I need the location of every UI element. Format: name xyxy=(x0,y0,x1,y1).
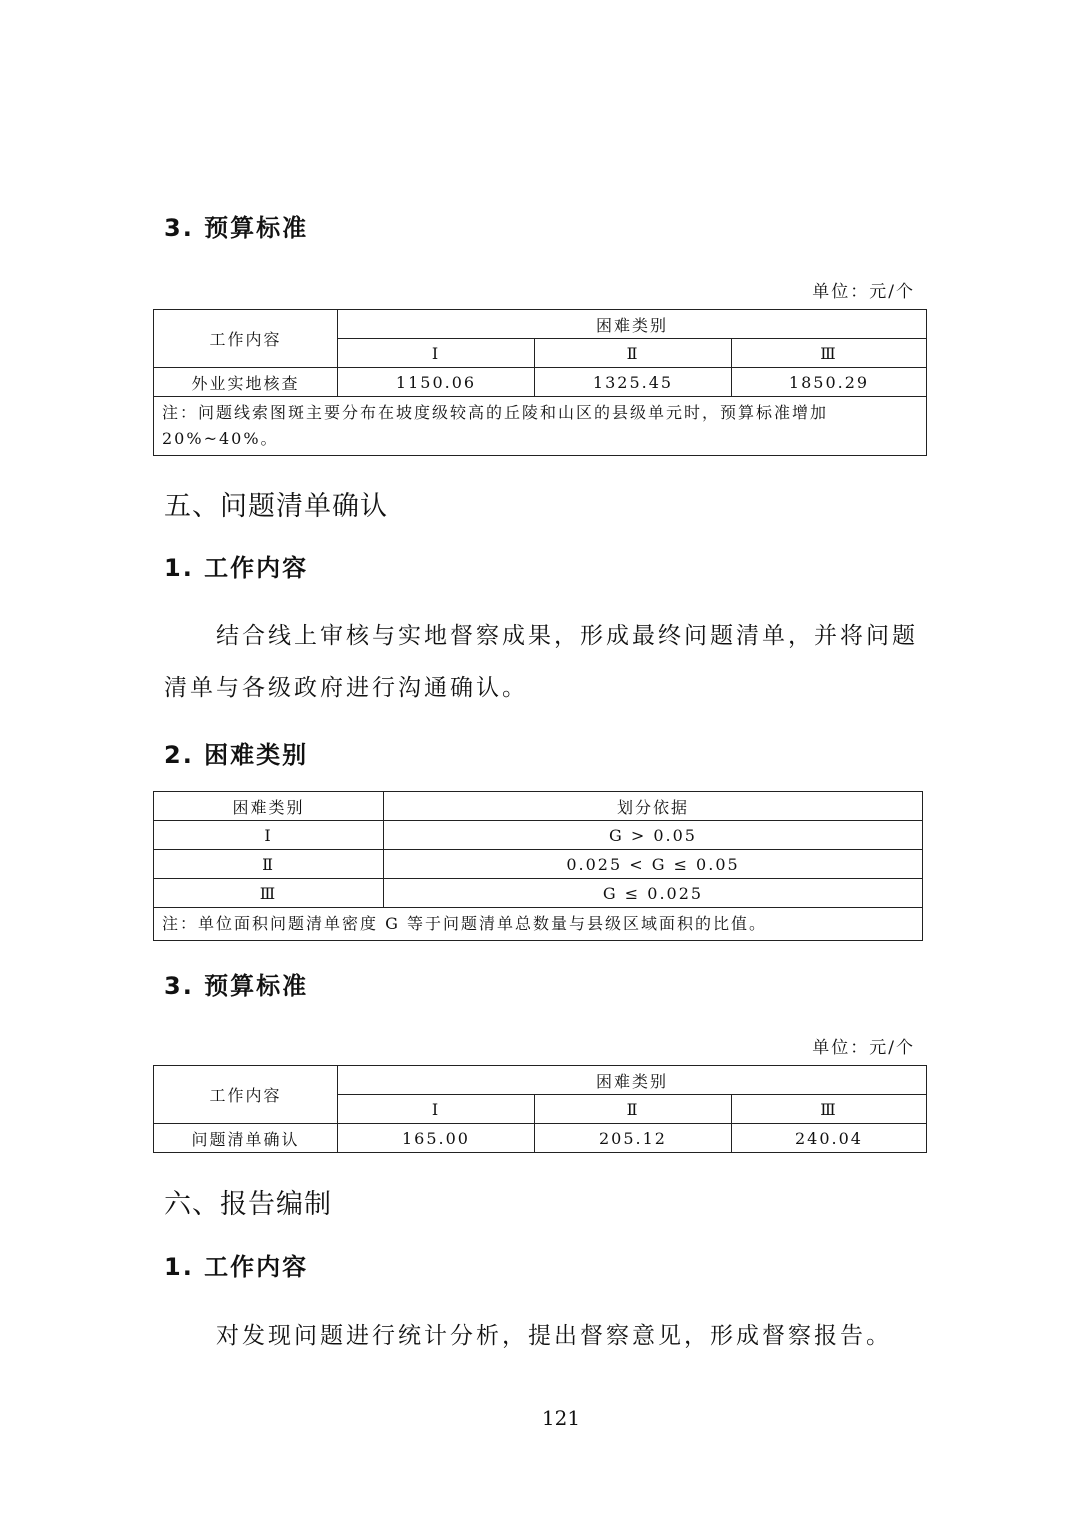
difficulty-note: 注：单位面积问题清单密度 G 等于问题清单总数量与县级区域面积的比值。 xyxy=(154,908,923,941)
page-number: 121 xyxy=(541,1406,581,1430)
header-category: 困难类别 xyxy=(154,792,384,821)
header-work-content: 工作内容 xyxy=(154,1066,338,1124)
header-work-content: 工作内容 xyxy=(154,310,338,368)
level-2: Ⅱ xyxy=(535,1095,732,1124)
category-level-2: Ⅱ xyxy=(154,850,384,879)
header-difficulty: 困难类别 xyxy=(338,1066,927,1095)
unit-label-1: 单位：元/个 xyxy=(812,282,915,302)
value-3: 240.04 xyxy=(732,1124,927,1153)
section-five-title: 五、问题清单确认 xyxy=(164,491,388,522)
category-basis-2: 0.025 < G ≤ 0.05 xyxy=(384,850,923,879)
row-label: 外业实地核查 xyxy=(154,368,338,397)
value-2: 1325.45 xyxy=(535,368,732,397)
value-2: 205.12 xyxy=(535,1124,732,1153)
difficulty-heading: 2. 困难类别 xyxy=(164,741,309,769)
level-1: Ⅰ xyxy=(338,339,535,368)
unit-label-2: 单位：元/个 xyxy=(812,1038,915,1058)
section-six-title: 六、报告编制 xyxy=(164,1189,332,1220)
work-content-text-6: 对发现问题进行统计分析，提出督察意见，形成督察报告。 xyxy=(216,1323,892,1349)
level-3: Ⅲ xyxy=(732,339,927,368)
row-label: 问题清单确认 xyxy=(154,1124,338,1153)
work-content-heading-5: 1. 工作内容 xyxy=(164,554,309,582)
header-basis: 划分依据 xyxy=(384,792,923,821)
value-1: 165.00 xyxy=(338,1124,535,1153)
budget-table-1 xyxy=(153,309,927,456)
level-1: Ⅰ xyxy=(338,1095,535,1124)
category-basis-1: G > 0.05 xyxy=(384,821,923,850)
header-difficulty: 困难类别 xyxy=(338,310,927,339)
value-3: 1850.29 xyxy=(732,368,927,397)
difficulty-table xyxy=(153,791,923,941)
table-note: 注：问题线索图斑主要分布在坡度级较高的丘陵和山区的县级单元时，预算标准增加 20%~40%。 xyxy=(154,397,927,456)
work-content-text-5: 结合线上审核与实地督察成果，形成最终问题清单，并将问题清单与各级政府进行沟通确认。 xyxy=(164,623,918,701)
level-2: Ⅱ xyxy=(535,339,732,368)
level-3: Ⅲ xyxy=(732,1095,927,1124)
category-basis-3: G ≤ 0.025 xyxy=(384,879,923,908)
budget-heading-1: 3. 预算标准 xyxy=(164,214,309,242)
value-1: 1150.06 xyxy=(338,368,535,397)
work-content-heading-6: 1. 工作内容 xyxy=(164,1253,309,1281)
category-level-3: Ⅲ xyxy=(154,879,384,908)
budget-table-2 xyxy=(153,1065,927,1153)
budget-heading-5: 3. 预算标准 xyxy=(164,972,309,1000)
category-level-1: Ⅰ xyxy=(154,821,384,850)
